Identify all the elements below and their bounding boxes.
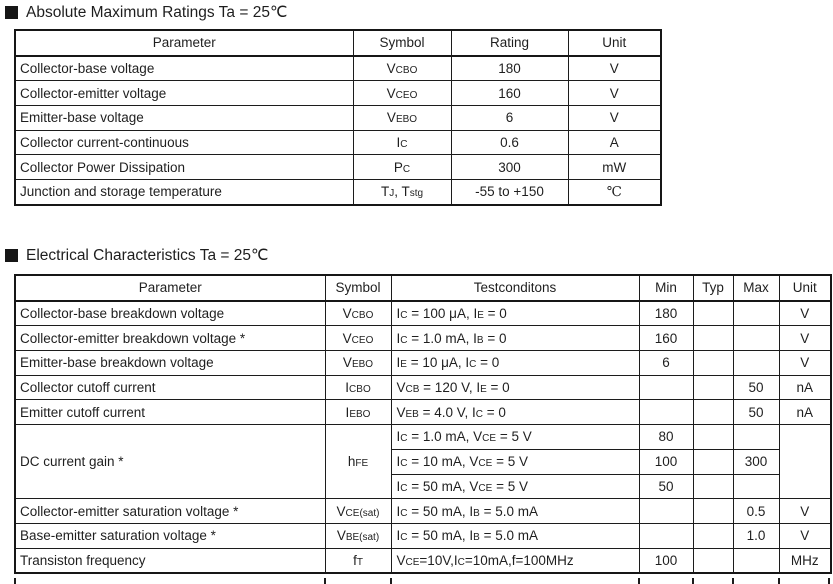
unit-cell: V: [779, 523, 831, 548]
col-header-rating: Rating: [451, 30, 568, 56]
parameter-cell: Collector-emitter saturation voltage *: [15, 499, 325, 524]
unit-cell: nA: [779, 400, 831, 425]
col-header-unit: Unit: [779, 275, 831, 301]
table-row: [15, 106, 661, 131]
parameter-cell: Emitter-base breakdown voltage: [15, 351, 325, 376]
typ-cell: [693, 301, 733, 326]
typ-cell: [693, 326, 733, 351]
col-header-symbol: Symbol: [325, 275, 391, 301]
symbol-cell: hFE: [325, 425, 391, 499]
parameter-cell: Emitter-base voltage: [15, 106, 353, 131]
table-border-stub: [692, 578, 694, 584]
conditions-cell: IC = 1.0 mA, VCE = 5 V: [391, 425, 639, 450]
unit-cell: A: [568, 130, 661, 155]
col-header-parameter: Parameter: [15, 30, 353, 56]
max-cell: [733, 326, 779, 351]
parameter-cell: Collector cutoff current: [15, 375, 325, 400]
col-header-unit: Unit: [568, 30, 661, 56]
table-row: [15, 326, 831, 351]
rating-cell: 0.6: [451, 130, 568, 155]
min-cell: [639, 499, 693, 524]
unit-cell: MHz: [779, 548, 831, 573]
table-row: [15, 499, 831, 524]
col-header-typ: Typ: [693, 275, 733, 301]
table-row-group-hfe: [15, 425, 831, 450]
min-cell: 80: [639, 425, 693, 450]
unit-cell: nA: [779, 375, 831, 400]
conditions-cell: VCE=10V,IC=10mA,f=100MHz: [391, 548, 639, 573]
section-title-electrical-characteristics: [5, 246, 268, 265]
unit-cell: V: [779, 326, 831, 351]
table-row: [15, 56, 661, 81]
col-header-testconditions: Testconditons: [391, 275, 639, 301]
symbol-cell: IC: [353, 130, 451, 155]
table-row: [15, 351, 831, 376]
table-row: [15, 400, 831, 425]
symbol-cell: VEBO: [353, 106, 451, 131]
absolute-maximum-ratings-table: [14, 29, 662, 206]
col-header-max: Max: [733, 275, 779, 301]
table-row: [15, 375, 831, 400]
conditions-cell: IC = 10 mA, VCE = 5 V: [391, 449, 639, 474]
unit-cell: ℃: [568, 180, 661, 205]
section-title-absolute-maximum-ratings: [5, 3, 287, 22]
symbol-cell: TJ, Tstg: [353, 180, 451, 205]
typ-cell: [693, 400, 733, 425]
symbol-cell: VBE(sat): [325, 523, 391, 548]
parameter-cell: Base-emitter saturation voltage *: [15, 523, 325, 548]
typ-cell: [693, 425, 733, 450]
parameter-cell: Emitter cutoff current: [15, 400, 325, 425]
symbol-cell: VCEO: [353, 81, 451, 106]
electrical-characteristics-table: [14, 274, 832, 574]
parameter-cell: Collector current-continuous: [15, 130, 353, 155]
table-row: [15, 155, 661, 180]
parameter-cell: Junction and storage temperature: [15, 180, 353, 205]
max-cell: 300: [733, 449, 779, 474]
unit-cell: [779, 425, 831, 499]
unit-cell: V: [779, 351, 831, 376]
conditions-cell: IC = 50 mA, VCE = 5 V: [391, 474, 639, 499]
typ-cell: [693, 474, 733, 499]
conditions-cell: IE = 10 μA, IC = 0: [391, 351, 639, 376]
parameter-cell: Collector-emitter voltage: [15, 81, 353, 106]
conditions-cell: IC = 50 mA, IB = 5.0 mA: [391, 499, 639, 524]
table-header-row: [15, 275, 831, 301]
typ-cell: [693, 351, 733, 376]
unit-cell: V: [568, 106, 661, 131]
unit-cell: V: [568, 56, 661, 81]
parameter-cell: Collector Power Dissipation: [15, 155, 353, 180]
max-cell: 1.0: [733, 523, 779, 548]
conditions-cell: IC = 50 mA, IB = 5.0 mA: [391, 523, 639, 548]
table-border-stub: [324, 578, 326, 584]
unit-cell: mW: [568, 155, 661, 180]
table-border-stub: [638, 578, 640, 584]
symbol-cell: VCE(sat): [325, 499, 391, 524]
symbol-cell: PC: [353, 155, 451, 180]
col-header-min: Min: [639, 275, 693, 301]
table-border-stub: [828, 578, 830, 584]
conditions-cell: VCB = 120 V, IE = 0: [391, 375, 639, 400]
table-border-stub: [778, 578, 780, 584]
max-cell: 0.5: [733, 499, 779, 524]
rating-cell: 300: [451, 155, 568, 180]
typ-cell: [693, 375, 733, 400]
symbol-cell: VCEO: [325, 326, 391, 351]
max-cell: 50: [733, 400, 779, 425]
conditions-cell: VEB = 4.0 V, IC = 0: [391, 400, 639, 425]
min-cell: [639, 375, 693, 400]
symbol-cell: fT: [325, 548, 391, 573]
section-title-text: Electrical Characteristics Ta = 25℃: [26, 247, 269, 264]
symbol-cell: VEBO: [325, 351, 391, 376]
table-row: [15, 548, 831, 573]
black-square-bullet-icon: [5, 249, 18, 262]
table-border-stub: [390, 578, 392, 584]
max-cell: [733, 351, 779, 376]
table-header-row: [15, 30, 661, 56]
unit-cell: V: [779, 499, 831, 524]
table-row: [15, 81, 661, 106]
max-cell: [733, 425, 779, 450]
parameter-cell: Collector-base breakdown voltage: [15, 301, 325, 326]
rating-cell: 180: [451, 56, 568, 81]
table-row: [15, 523, 831, 548]
symbol-cell: VCBO: [325, 301, 391, 326]
unit-cell: V: [779, 301, 831, 326]
typ-cell: [693, 449, 733, 474]
max-cell: [733, 301, 779, 326]
parameter-cell: Collector-base voltage: [15, 56, 353, 81]
symbol-cell: VCBO: [353, 56, 451, 81]
unit-cell: V: [568, 81, 661, 106]
col-header-symbol: Symbol: [353, 30, 451, 56]
min-cell: 180: [639, 301, 693, 326]
min-cell: 100: [639, 548, 693, 573]
black-square-bullet-icon: [5, 6, 18, 19]
min-cell: [639, 400, 693, 425]
table-row: [15, 130, 661, 155]
min-cell: 160: [639, 326, 693, 351]
max-cell: [733, 548, 779, 573]
min-cell: [639, 523, 693, 548]
min-cell: 100: [639, 449, 693, 474]
typ-cell: [693, 548, 733, 573]
parameter-cell: DC current gain *: [15, 425, 325, 499]
parameter-cell: Collector-emitter breakdown voltage *: [15, 326, 325, 351]
table-row: [15, 180, 661, 205]
typ-cell: [693, 523, 733, 548]
typ-cell: [693, 499, 733, 524]
conditions-cell: IC = 1.0 mA, IB = 0: [391, 326, 639, 351]
min-cell: 6: [639, 351, 693, 376]
section-title-text: Absolute Maximum Ratings Ta = 25℃: [26, 4, 288, 21]
table-border-stub: [14, 578, 16, 584]
rating-cell: 160: [451, 81, 568, 106]
rating-cell: -55 to +150: [451, 180, 568, 205]
col-header-parameter: Parameter: [15, 275, 325, 301]
table-row: [15, 301, 831, 326]
max-cell: [733, 474, 779, 499]
symbol-cell: ICBO: [325, 375, 391, 400]
parameter-cell: Transiston frequency: [15, 548, 325, 573]
min-cell: 50: [639, 474, 693, 499]
max-cell: 50: [733, 375, 779, 400]
conditions-cell: IC = 100 μA, IE = 0: [391, 301, 639, 326]
symbol-cell: IEBO: [325, 400, 391, 425]
rating-cell: 6: [451, 106, 568, 131]
table-border-stub: [732, 578, 734, 584]
